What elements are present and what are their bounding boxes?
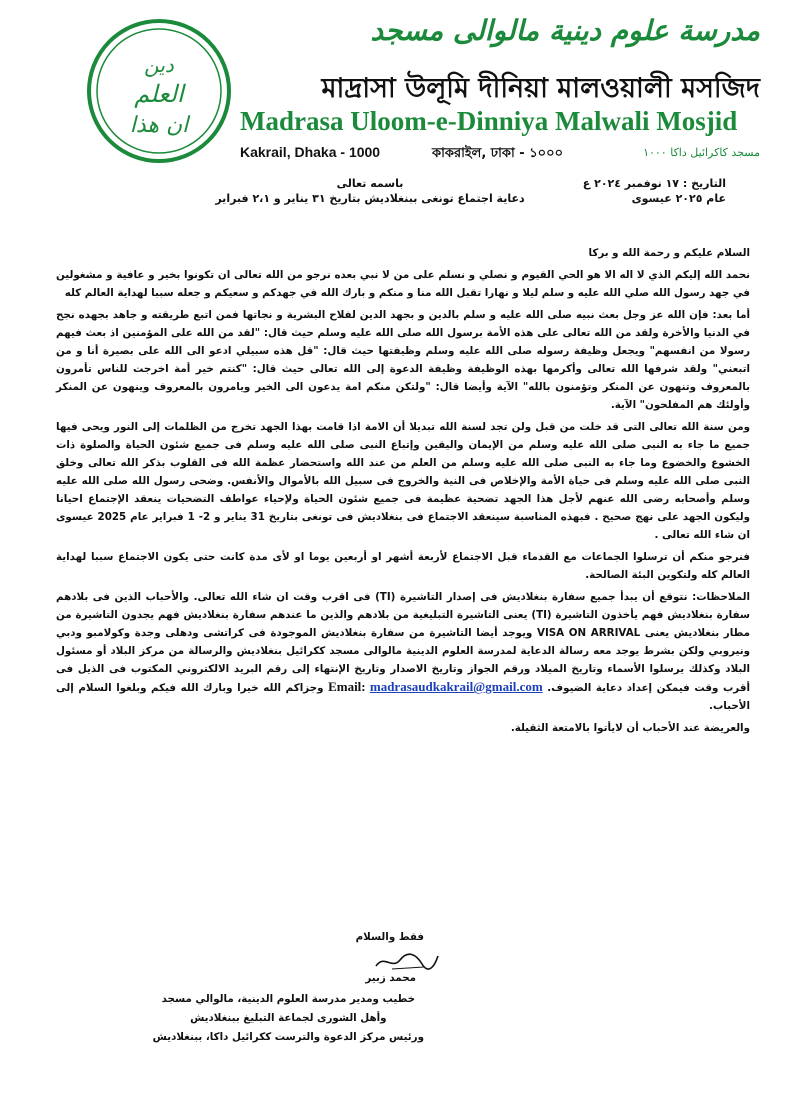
madrasa-seal-logo [84, 16, 234, 166]
paragraph-luggage: والعريضة عند الأحباب أن لايأتوا بالامتعة الثقيلة. [510, 722, 750, 734]
paragraph-amma-bad: أما بعد: فإن الله عز وجل بعث نبيه صلى الله عليه و سلم بالدين و بجهد الدين لفلاح البشرية و نجاتها فمن اتبع طريقته و جاهد بجهده نجح في الدنيا والأخرة ولقد من الله تعالى على هذه الأمة برسول الله صلى الله عليه وسلم حيث قال: "لقد من الله على المؤمنين اذ بعث فيهم رسولا من انفسهم" ويجعل وظيفة رسوله صلى الله عليه وسلم وظيفتها حيث قال: "قل هذه سبيلي ادعو الى الله على بصيرة أنا و من اتبعني" ولقد شرفها الله تعالى وأكرمها بهذه الوظيفة وظيفة الدعوة إلى الله تعالى حيث قال: "كنتم خير أمة اخرجت للناس تأمرون بالمعروف وتنهون عن المنكر وتؤمنون بالله" الآية وأيضا قال: "ولتكن منكم امة يدعون الى الخير ويامرون بالمعروف وينهون عن المنكر وأولئك هم المفلحون" الآية. [56, 309, 750, 411]
paragraph-request: فنرجو منكم أن ترسلوا الجماعات مع القدماء قبل الاجتماع لأربعة أشهر او أربعين يوما او لأى مدة كانت حتى يكون الاجتماع سببا لهداية العالم كله ولتكوين البئة الصالحة. [56, 551, 750, 581]
date-line-hijri: التاريخ : ١٧ نوفمبر ٢٠٢٤ ع [582, 177, 726, 190]
letterhead-name-arabic: مدرسة علوم دينية مالوالى مسجد [370, 14, 760, 47]
closing-salutation: فقط والسلام [355, 931, 424, 943]
letterhead-name-english: Madrasa Uloom-e-Dinniya Malwali Mosjid [240, 106, 738, 136]
subject-basmala: باسمه تعالى [336, 177, 404, 190]
signatory-name: محمد زبير [365, 972, 416, 984]
date-line-gregorian: عام ٢٠٢٥ عيسوى [631, 192, 726, 205]
letterhead-address-english: Kakrail, Dhaka - 1000 [240, 144, 381, 160]
notes-closing: وجزاكم الله خيرا وبارك الله فيكم وبلغوا السلام إلى الأحباب. [56, 682, 750, 712]
letterhead-address-arabic: مسجد كاكرائيل داكا ١٠٠٠ [643, 146, 760, 159]
letterhead-name-bengali: মাদ্রাসা উলূমি দীনিয়া মালওয়ালী মসজিদ [321, 73, 760, 104]
signatory-titles [153, 990, 424, 1047]
greeting: السلام عليكم و رحمة الله و بركا [588, 247, 750, 259]
letter-subject [190, 176, 550, 206]
signatory-title-2: وأهل الشورى لجماعة التبليغ ببنغلاديش [190, 1012, 387, 1024]
email-link[interactable]: madrasaudkakrail@gmail.com [369, 679, 543, 694]
paragraph-opening: نحمد الله إليكم الذي لا اله الا هو الحي القيوم و نصلي و نسلم على من لا نبي بعده نرجو من الله تعالى ان تكونوا بخير و عافية و مشغولين في جهد رسول الله صلي الله عليه و سلم ليلا و نهارا تقبل الله منا و منكم و بارك الله في جهدكم و سعيكم و جعله سببا لهداية العالم كله [56, 269, 750, 299]
notes-text: الملاحظات: نتوقع أن يبدأ جميع سفارة بنغلاديش فى إصدار التاشيرة (TI) فى اقرب وقت ان شاء الله تعالى. والأحباب الذين فى بلادهم سفارة بنغلاديش فهم يأخذون التاشيرة (TI) يعنى التاشيرة التبليغية من بلادهم والذين ما عندهم سفارة بنغلاديش فهم يجدون التاشيرة من مطار بنغلاديش يعنى VISA ON ARRIVAL ويوجد أيضا التاشيرة من سفارة بنغلاديش الموجودة فى كراتشى ودهلى وجدة وكولامبو ودبي ونيروبي ولكن بشرط يوجد معه رسالة الدعاية لمدرسة العلوم الدينية مالوالى مسجد ككرائيل بنغلاديش والرسالة من مركز البلاد أو مسئول البلاد وكذلك يرسلوا الأسماء وتاريخ الميلاد ورقم الجواز وتاريخ الاصدار وتاريخ الإنتهاء إلى رقم البريد الالكتروني المكتوب فى الذيل فى أقرب وقت فيمكن إعداد دعاية الضيوف. [56, 591, 751, 694]
handwritten-signature [372, 950, 442, 972]
letter-date [566, 176, 726, 206]
paragraph-sunnah: ومن سنة الله تعالى التى قد خلت من قبل ولن تجد لسنة الله تبديلا أن الامة اذا قامت بهذا الجهد تخرج من الظلمات إلى النور ويحى فيها جميع ما جاء به النبى صلى الله عليه وسلم من الإيمان واليقين وإتباع النبى صلى الله عليه وسلم فى جميع شئون الحياة والصلوة ذات الخشوع والخضوع وما جاء به النبى صلى الله عليه وسلم من العلم من عند الله واستحضار عظمة الله فى القلوب بذكر الله تعالى وخلق النبى صلى الله عليه وسلم فى حياة الأمة والإخلاص فى النية والخروج فى سبيل الله بالأموال والأنفس. وضحى رسول الله صلى الله عليه وسلم وأصحابه رضى الله عنهم لأجل هذا الجهد تضحية عظيمة فى جميع شئون الحياة ولإحياء عواطف التضحيات ينعقد الإجتماع احيانا وليكون الجهد على نهج صحيح . فبهذه المناسبة سينعقد الاجتماع فى بنغلاديش فى تونغى بتاريخ 31 يناير و 2- 1 فبراير عام 2025 عيسوى ان شاء الله تعالى . [56, 421, 750, 541]
signatory-title-3: ورئيس مركز الدعوة والترست ككرائيل داكا، ببنغلاديش [152, 1031, 424, 1043]
svg-text:العلم: العلم [134, 80, 184, 108]
letter-body [56, 244, 750, 741]
paragraph-notes [56, 588, 750, 715]
svg-text:دين: دين [144, 53, 174, 77]
email-line [328, 679, 543, 694]
signatory-title-1: خطيب ومدير مدرسة العلوم الدينية، مالوالي مسجد [161, 993, 416, 1005]
email-label: Email: [328, 679, 366, 694]
subject-title: دعاية اجتماع تونغى ببنغلاديش بتاريخ ٣١ يناير و ٢،١ فبراير [215, 192, 525, 205]
svg-text:ان هذا: ان هذا [129, 113, 189, 138]
letterhead-address-bengali: কাকরাইল, ঢাকা - ১০০০ [432, 146, 564, 161]
